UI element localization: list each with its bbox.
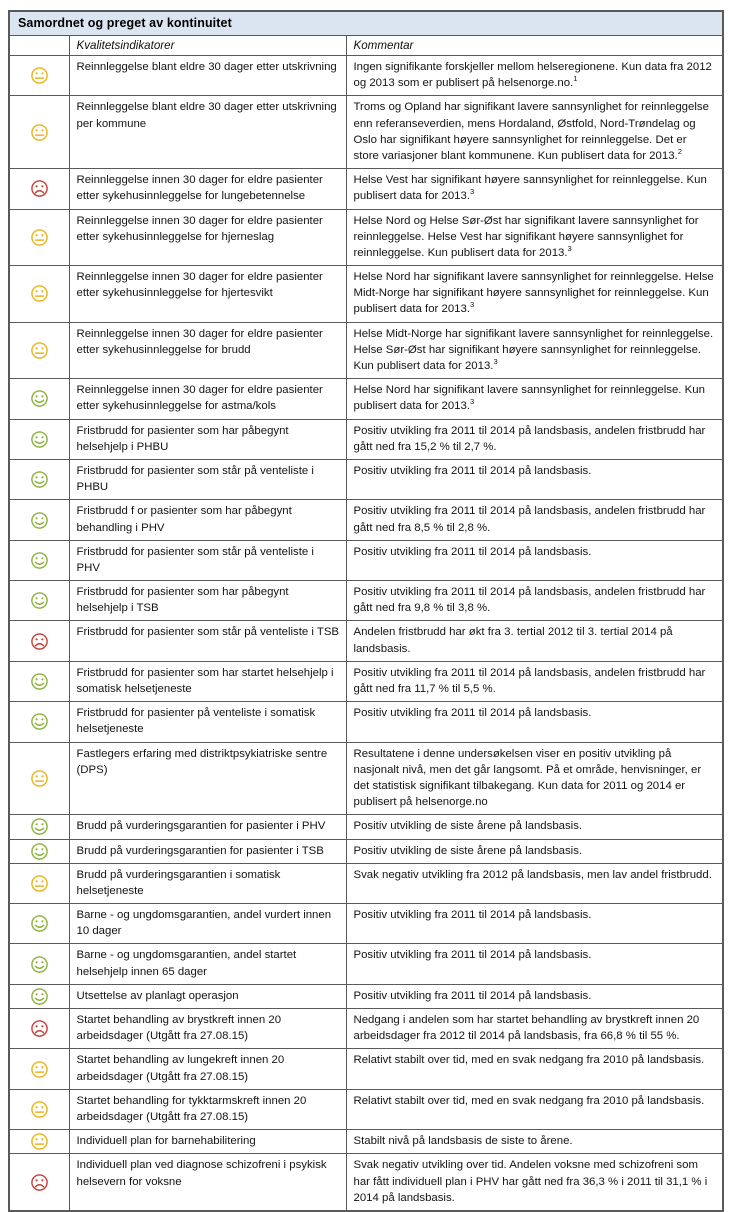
cell-rating-icon xyxy=(9,661,69,701)
footnote-marker: 1 xyxy=(573,74,578,84)
table-row xyxy=(9,702,723,742)
footnote-marker: 3 xyxy=(470,397,475,407)
footnote-marker: 3 xyxy=(567,244,572,254)
cell-indicator: Reinnleggelse blant eldre 30 dager etter utskrivning xyxy=(69,56,346,96)
table-row xyxy=(9,863,723,903)
cell-indicator: Fristbrudd for pasienter som har påbegynt helsehjelp i PHBU xyxy=(69,419,346,459)
cell-comment xyxy=(346,1154,723,1211)
cell-comment xyxy=(346,984,723,1008)
comment-text: Positiv utvikling fra 2011 til 2014 på landsbasis. xyxy=(353,949,592,962)
cell-rating-icon xyxy=(9,266,69,323)
cell-comment xyxy=(346,904,723,944)
cell-indicator: Reinnleggelse innen 30 dager for eldre pasienter etter sykehusinnleggelse for brudd xyxy=(69,322,346,379)
cell-comment xyxy=(346,815,723,839)
cell-comment xyxy=(346,863,723,903)
cell-indicator: Individuell plan for barnehabilitering xyxy=(69,1130,346,1154)
comment-text: Svak negativ utvikling fra 2012 på landsbasis, men lav andel fristbrudd. xyxy=(353,868,712,881)
table-row xyxy=(9,581,723,621)
table-row xyxy=(9,904,723,944)
cell-indicator: Reinnleggelse innen 30 dager for eldre pasienter etter sykehusinnleggelse for hjertesvikt xyxy=(69,266,346,323)
table-row xyxy=(9,1089,723,1129)
comment-text: Relativt stabilt over tid, med en svak nedgang fra 2010 på landsbasis. xyxy=(353,1094,705,1107)
comment-text: Helse Nord har signifikant lavere sannsynlighet for reinnleggelse. Helse Midt-Norge har signifikant høyere sannsynlighet for reinnleggelse. Kun publisert data for 2013. xyxy=(353,271,714,316)
smiley-happy-icon xyxy=(30,990,49,1002)
comment-text: Relativt stabilt over tid, med en svak nedgang fra 2010 på landsbasis. xyxy=(353,1054,705,1067)
smiley-happy-icon xyxy=(30,433,49,445)
footnote-marker: 2 xyxy=(677,147,682,157)
cell-rating-icon xyxy=(9,621,69,661)
cell-comment xyxy=(346,1130,723,1154)
cell-comment xyxy=(346,581,723,621)
cell-comment xyxy=(346,56,723,96)
cell-indicator: Fristbrudd f or pasienter som har påbegynt behandling i PHV xyxy=(69,500,346,540)
comment-text: Nedgang i andelen som har startet behandling av brystkreft innen 20 arbeidsdager fra 2012 til 2014 på landsbasis, fra 66,8 % til 55 %. xyxy=(353,1014,700,1043)
comment-text: Positiv utvikling fra 2011 til 2014 på landsbasis. xyxy=(353,707,592,720)
smiley-happy-icon xyxy=(30,821,49,833)
cell-rating-icon xyxy=(9,984,69,1008)
cell-rating-icon xyxy=(9,500,69,540)
table-row xyxy=(9,944,723,984)
cell-indicator: Fristbrudd for pasienter som står på venteliste i PHV xyxy=(69,540,346,580)
cell-rating-icon xyxy=(9,1154,69,1211)
cell-indicator: Brudd på vurderingsgarantien for pasienter i TSB xyxy=(69,839,346,863)
cell-indicator: Fristbrudd for pasienter som står på venteliste i PHBU xyxy=(69,459,346,499)
smiley-happy-icon xyxy=(30,845,49,857)
cell-indicator: Brudd på vurderingsgarantien for pasienter i PHV xyxy=(69,815,346,839)
cell-rating-icon xyxy=(9,904,69,944)
comment-text: Helse Midt-Norge har signifikant lavere sannsynlighet for reinnleggelse. Helse Sør-Øst har signifikant høyere sannsynlighet for reinnleggelse. Kun publisert data for 2013. xyxy=(353,327,714,372)
cell-indicator: Reinnleggelse blant eldre 30 dager etter utskrivning per kommune xyxy=(69,96,346,169)
cell-rating-icon xyxy=(9,1049,69,1089)
cell-rating-icon xyxy=(9,540,69,580)
cell-comment xyxy=(346,839,723,863)
cell-rating-icon xyxy=(9,322,69,379)
smiley-happy-icon xyxy=(30,393,49,405)
table-row xyxy=(9,815,723,839)
cell-indicator: Fristbrudd for pasienter som har startet helsehjelp i somatisk helsetjeneste xyxy=(69,661,346,701)
cell-rating-icon xyxy=(9,96,69,169)
cell-rating-icon xyxy=(9,379,69,419)
cell-indicator: Utsettelse av planlagt operasjon xyxy=(69,984,346,1008)
smiley-neutral-icon xyxy=(30,772,49,784)
smiley-happy-icon xyxy=(30,958,49,970)
cell-indicator: Fristbrudd for pasienter på venteliste i somatisk helsetjeneste xyxy=(69,702,346,742)
cell-rating-icon xyxy=(9,169,69,209)
smiley-neutral-icon xyxy=(30,70,49,82)
cell-rating-icon xyxy=(9,839,69,863)
table-row xyxy=(9,56,723,96)
smiley-sad-icon xyxy=(30,635,49,647)
cell-comment xyxy=(346,742,723,815)
cell-rating-icon xyxy=(9,1089,69,1129)
comment-text: Helse Nord har signifikant lavere sannsynlighet for reinnleggelse. Kun publisert data for 2013. xyxy=(353,384,705,413)
smiley-neutral-icon xyxy=(30,288,49,300)
table-row xyxy=(9,1049,723,1089)
cell-comment xyxy=(346,500,723,540)
cell-rating-icon xyxy=(9,419,69,459)
table-row xyxy=(9,984,723,1008)
cell-indicator: Reinnleggelse innen 30 dager for eldre pasienter etter sykehusinnleggelse for lungebetennelse xyxy=(69,169,346,209)
smiley-neutral-icon xyxy=(30,1136,49,1148)
cell-rating-icon xyxy=(9,944,69,984)
table-body xyxy=(9,11,723,1211)
cell-comment xyxy=(346,96,723,169)
table-header-row xyxy=(9,36,723,56)
cell-rating-icon xyxy=(9,742,69,815)
comment-text: Helse Nord og Helse Sør-Øst har signifikant lavere sannsynlighet for reinnleggelse. Helse Vest har signifikant høyere sannsynlighet for reinnleggelse. Kun publisert data for 2013. xyxy=(353,214,699,259)
cell-comment xyxy=(346,169,723,209)
table-row xyxy=(9,459,723,499)
cell-rating-icon xyxy=(9,702,69,742)
table-row xyxy=(9,1009,723,1049)
smiley-happy-icon xyxy=(30,918,49,930)
cell-comment xyxy=(346,702,723,742)
cell-comment xyxy=(346,379,723,419)
footnote-marker: 3 xyxy=(493,357,498,367)
comment-text: Positiv utvikling fra 2011 til 2014 på landsbasis. xyxy=(353,464,592,477)
cell-indicator: Startet behandling for tykktarmskreft innen 20 arbeidsdager (Utgått fra 27.08.15) xyxy=(69,1089,346,1129)
smiley-happy-icon xyxy=(30,554,49,566)
cell-indicator: Reinnleggelse innen 30 dager for eldre pasienter etter sykehusinnleggelse for astma/kols xyxy=(69,379,346,419)
comment-text: Resultatene i denne undersøkelsen viser en positiv utvikling på nasjonalt nivå, men det går langsomt. På et område, henvisninger, er det statistisk signifikant tilbakegang. Kun data for 2011 og 2014 er publisert på helsenorge.no xyxy=(353,747,702,809)
smiley-happy-icon xyxy=(30,595,49,607)
column-header-indicator: Kvalitetsindikatorer xyxy=(69,36,346,56)
smiley-neutral-icon xyxy=(30,344,49,356)
table-row xyxy=(9,379,723,419)
column-header-comment: Kommentar xyxy=(346,36,723,56)
comment-text: Stabilt nivå på landsbasis de siste to årene. xyxy=(353,1135,573,1148)
footnote-marker: 3 xyxy=(470,300,475,310)
comment-text: Positiv utvikling de siste årene på landsbasis. xyxy=(353,844,583,857)
table-row xyxy=(9,322,723,379)
table-row xyxy=(9,742,723,815)
smiley-sad-icon xyxy=(30,1176,49,1188)
comment-text: Positiv utvikling fra 2011 til 2014 på landsbasis, andelen fristbrudd har gått ned fra 9,8 % til 3,8 %. xyxy=(353,586,706,615)
cell-indicator: Barne - og ungdomsgarantien, andel vurdert innen 10 dager xyxy=(69,904,346,944)
cell-comment xyxy=(346,540,723,580)
comment-text: Andelen fristbrudd har økt fra 3. tertial 2012 til 3. tertial 2014 på landsbasis. xyxy=(353,626,673,655)
cell-comment xyxy=(346,1089,723,1129)
comment-text: Positiv utvikling fra 2011 til 2014 på landsbasis. xyxy=(353,545,592,558)
table-row xyxy=(9,96,723,169)
cell-indicator: Startet behandling av lungekreft innen 20 arbeidsdager (Utgått fra 27.08.15) xyxy=(69,1049,346,1089)
comment-text: Ingen signifikante forskjeller mellom helseregionene. Kun data fra 2012 og 2013 som er publisert på helsenorge.no. xyxy=(353,61,712,90)
comment-text: Positiv utvikling fra 2011 til 2014 på landsbasis. xyxy=(353,909,592,922)
cell-comment xyxy=(346,1009,723,1049)
table-row xyxy=(9,1154,723,1211)
cell-rating-icon xyxy=(9,815,69,839)
table-row xyxy=(9,839,723,863)
cell-indicator: Individuell plan ved diagnose schizofreni i psykisk helsevern for voksne xyxy=(69,1154,346,1211)
cell-comment xyxy=(346,209,723,266)
cell-rating-icon xyxy=(9,459,69,499)
cell-indicator: Brudd på vurderingsgarantien i somatisk helsetjeneste xyxy=(69,863,346,903)
table-row xyxy=(9,1130,723,1154)
table-row xyxy=(9,621,723,661)
cell-rating-icon xyxy=(9,1130,69,1154)
cell-indicator: Barne - og ungdomsgarantien, andel startet helsehjelp innen 65 dager xyxy=(69,944,346,984)
smiley-neutral-icon xyxy=(30,231,49,243)
smiley-happy-icon xyxy=(30,514,49,526)
table-row xyxy=(9,209,723,266)
comment-text: Helse Vest har signifikant høyere sannsynlighet for reinnleggelse. Kun publisert data for 2013. xyxy=(353,174,707,203)
comment-text: Positiv utvikling fra 2011 til 2014 på landsbasis. xyxy=(353,989,592,1002)
cell-rating-icon xyxy=(9,863,69,903)
cell-indicator: Reinnleggelse innen 30 dager for eldre pasienter etter sykehusinnleggelse for hjerneslag xyxy=(69,209,346,266)
table-row xyxy=(9,661,723,701)
smiley-neutral-icon xyxy=(30,877,49,889)
column-header-icon xyxy=(9,36,69,56)
comment-text: Svak negativ utvikling over tid. Andelen voksne med schizofreni som har fått individuell plan i PHV har gått ned fra 36,3 % i 2011 til 31,1 % i 2014 på landsbasis. xyxy=(353,1159,708,1204)
comment-text: Positiv utvikling fra 2011 til 2014 på landsbasis, andelen fristbrudd har gått ned fra 11,7 % til 5,5 %. xyxy=(353,666,706,695)
cell-comment xyxy=(346,661,723,701)
smiley-neutral-icon xyxy=(30,126,49,138)
cell-comment xyxy=(346,266,723,323)
smiley-neutral-icon xyxy=(30,1063,49,1075)
comment-text: Positiv utvikling fra 2011 til 2014 på landsbasis, andelen fristbrudd har gått ned fra 15,2 % til 2,7 %. xyxy=(353,424,706,453)
smiley-happy-icon xyxy=(30,474,49,486)
table-row xyxy=(9,500,723,540)
comment-text: Troms og Opland har signifikant lavere sannsynlighet for reinnleggelse enn referanseverdien, mens Hordaland, Østfold, Nord-Trøndelag og Oslo har signifikant høyere sannsynlighet for reinnleggelse. Det er store variasjoner blant kommunene. Kun publisert data for 2013. xyxy=(353,101,709,162)
cell-indicator: Fristbrudd for pasienter som står på venteliste i TSB xyxy=(69,621,346,661)
table-row xyxy=(9,169,723,209)
cell-indicator: Fastlegers erfaring med distriktpsykiatriske sentre (DPS) xyxy=(69,742,346,815)
table-title-row xyxy=(9,11,723,36)
table-row xyxy=(9,540,723,580)
table-title: Samordnet og preget av kontinuitet xyxy=(9,11,723,36)
cell-rating-icon xyxy=(9,581,69,621)
cell-comment xyxy=(346,459,723,499)
table-row xyxy=(9,266,723,323)
footnote-marker: 3 xyxy=(470,187,475,197)
smiley-sad-icon xyxy=(30,183,49,195)
quality-indicators-table xyxy=(8,10,724,1212)
smiley-neutral-icon xyxy=(30,1103,49,1115)
smiley-happy-icon xyxy=(30,676,49,688)
cell-rating-icon xyxy=(9,56,69,96)
smiley-sad-icon xyxy=(30,1023,49,1035)
cell-comment xyxy=(346,419,723,459)
comment-text: Positiv utvikling fra 2011 til 2014 på landsbasis, andelen fristbrudd har gått ned fra 8,5 % til 2,8 %. xyxy=(353,505,706,534)
table-row xyxy=(9,419,723,459)
comment-text: Positiv utvikling de siste årene på landsbasis. xyxy=(353,820,583,833)
cell-comment xyxy=(346,1049,723,1089)
cell-indicator: Fristbrudd for pasienter som har påbegynt helsehjelp i TSB xyxy=(69,581,346,621)
smiley-happy-icon xyxy=(30,716,49,728)
cell-comment xyxy=(346,322,723,379)
cell-comment xyxy=(346,944,723,984)
cell-rating-icon xyxy=(9,209,69,266)
cell-indicator: Startet behandling av brystkreft innen 20 arbeidsdager (Utgått fra 27.08.15) xyxy=(69,1009,346,1049)
cell-comment xyxy=(346,621,723,661)
cell-rating-icon xyxy=(9,1009,69,1049)
